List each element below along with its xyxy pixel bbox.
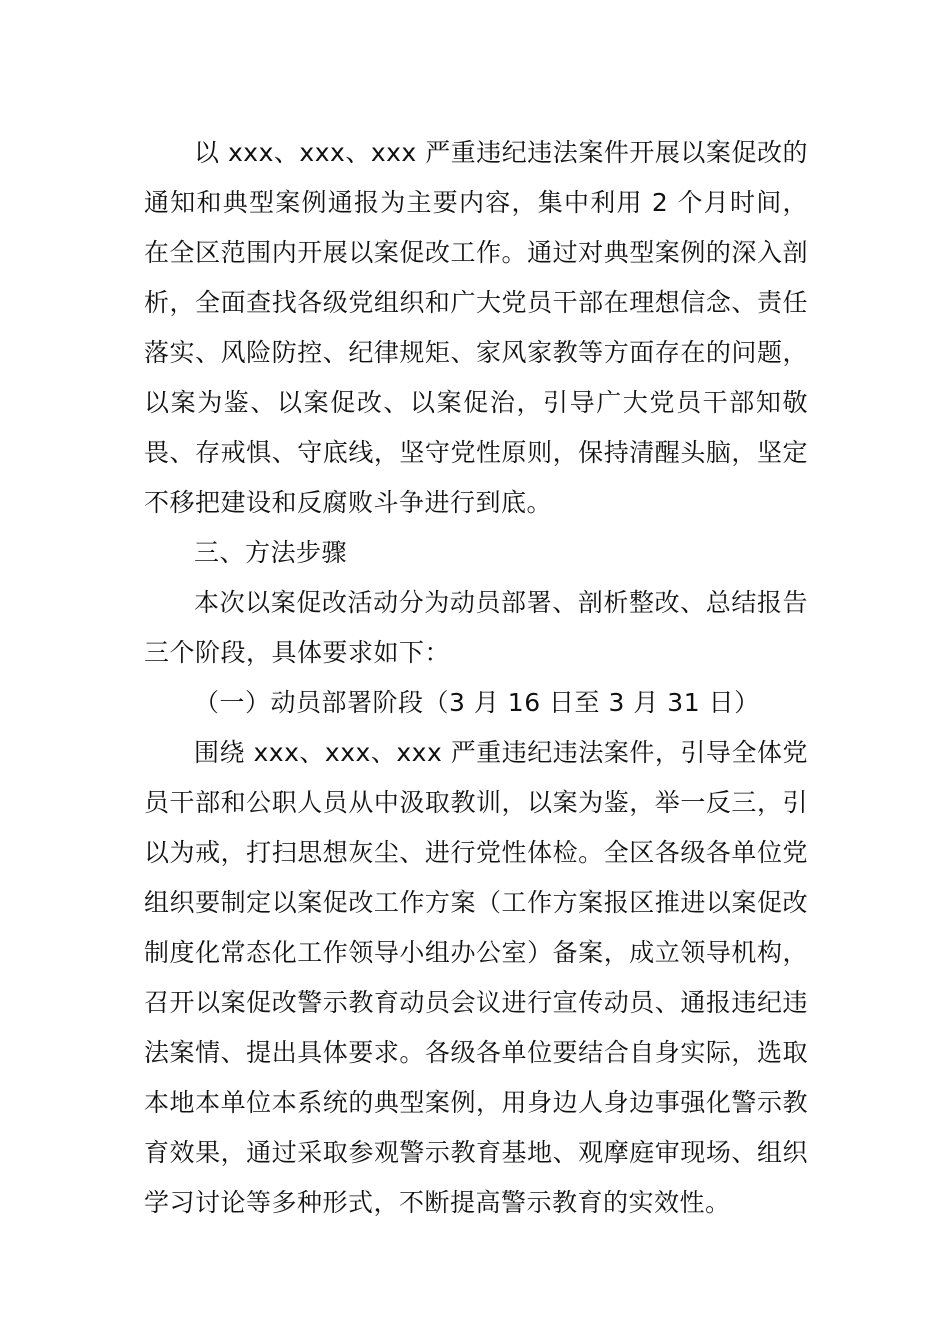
paragraph-objective: 以 xxx、xxx、xxx 严重违纪违法案件开展以案促改的通知和典型案例通报为主要内容，集中利用 2 个月时间，在全区范围内开展以案促改工作。通过对典型案例的深入剖析，全面查找各级党组织和广大党员干部在理想信念、责任落实、风险防控、纪律规矩、家风家教等方面存在的问题，以案为鉴、以案促改、以案促治，引导广大党员干部知敬畏、存戒惧、守底线，坚守党性原则，保持清醒头脑，坚定不移把建设和反腐败斗争进行到底。: [144, 138, 808, 517]
subsection-heading-mobilization: （一）动员部署阶段（3 月 16 日至 3 月 31 日）: [194, 688, 760, 717]
paragraph-mobilization: 围绕 xxx、xxx、xxx 严重违纪违法案件，引导全体党员干部和公职人员从中汲取教训，以案为鉴，举一反三，引以为戒，打扫思想灰尘、进行党性体检。全区各级各单位党组织要制定以案促改工作方案（工作方案报区推进以案促改制度化常态化工作领导小组办公室）备案，成立领导机构，召开以案促改警示教育动员会议进行宣传动员、通报违纪违法案情、提出具体要求。各级各单位要结合自身实际，选取本地本单位本系统的典型案例，用身边人身边事强化警示教育效果，通过采取参观警示教育基地、观摩庭审现场、组织学习讨论等多种形式，不断提高警示教育的实效性。: [144, 738, 808, 1217]
paragraph-phases-intro: 本次以案促改活动分为动员部署、剖析整改、总结报告三个阶段，具体要求如下：: [144, 588, 808, 667]
document-body: [144, 128, 808, 1228]
section-heading-methods: 三、方法步骤: [194, 538, 348, 567]
